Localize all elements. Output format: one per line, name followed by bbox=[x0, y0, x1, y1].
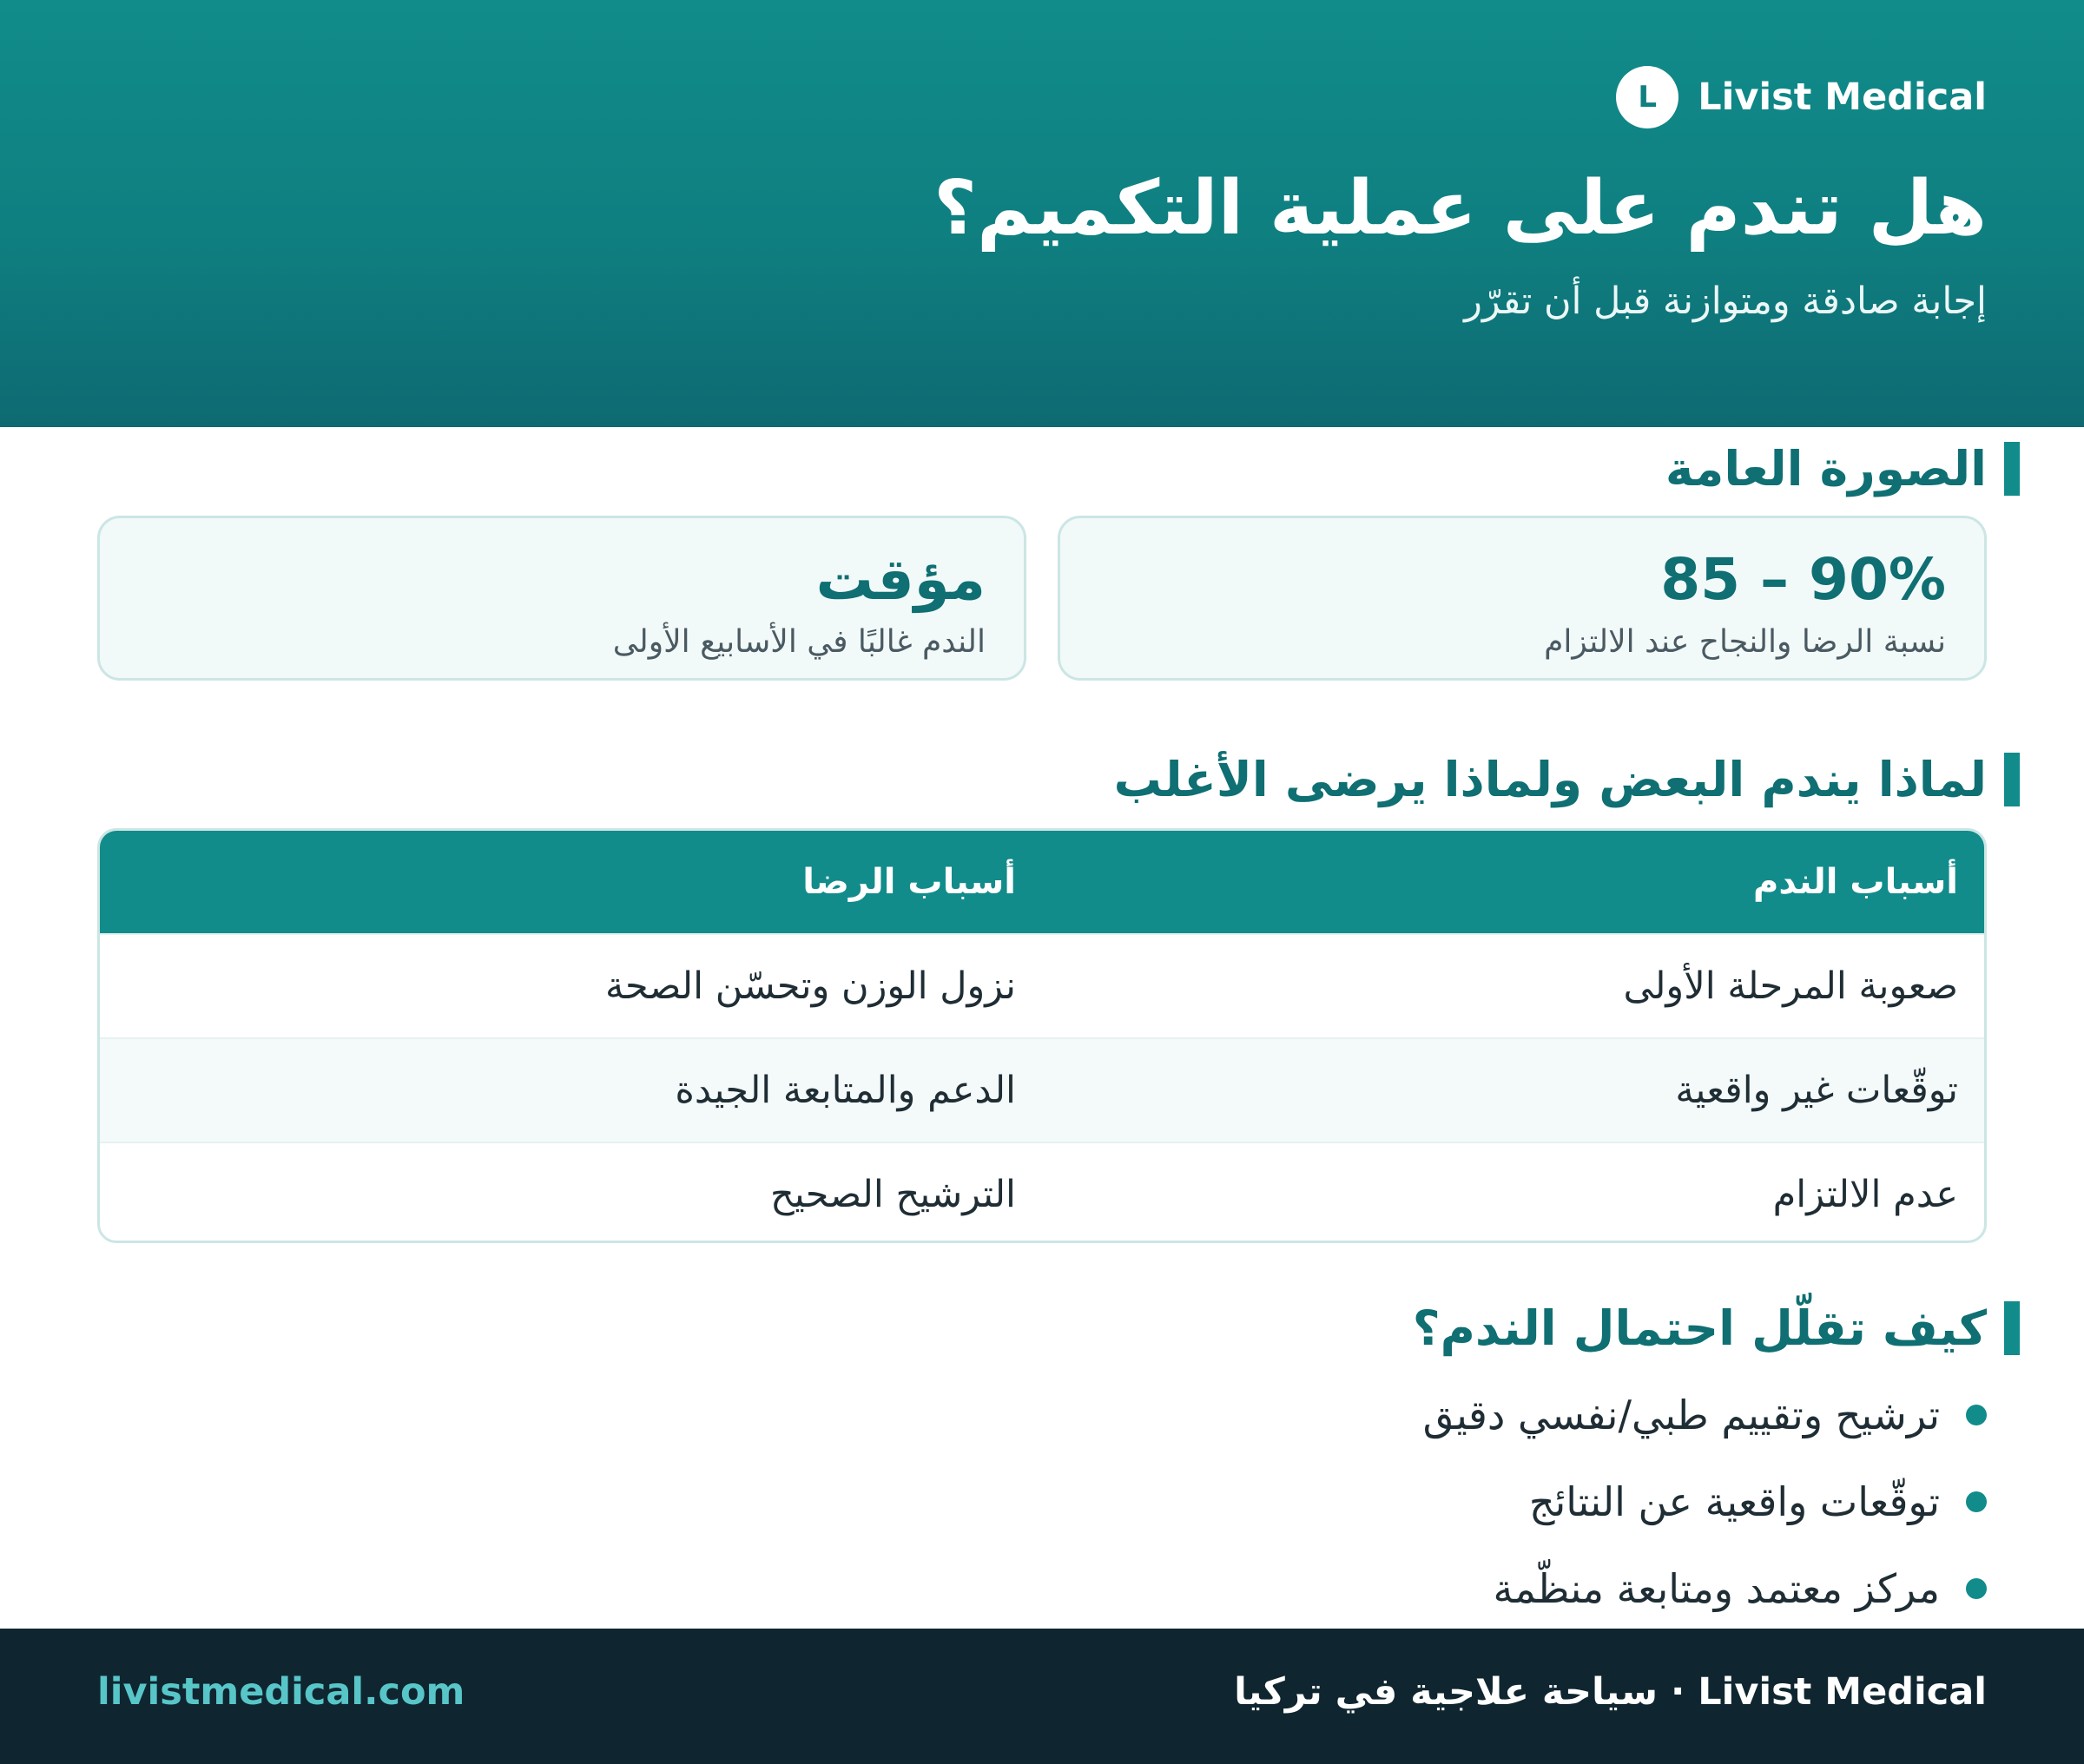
list-item bbox=[1423, 1458, 1987, 1545]
list-item bbox=[1423, 1372, 1987, 1458]
table-row bbox=[100, 1142, 1984, 1243]
table-cell: صعوبة المرحلة الأولى bbox=[1623, 964, 1958, 1008]
tips-list bbox=[1423, 1372, 1987, 1632]
list-item-text: توقّعات واقعية عن النتائج bbox=[1528, 1478, 1940, 1525]
page-header bbox=[0, 0, 2084, 427]
bullet-icon bbox=[1966, 1578, 1987, 1599]
stat-value: مؤقت bbox=[815, 546, 986, 613]
stat-card-satisfaction bbox=[1058, 516, 1987, 681]
bullet-icon bbox=[1966, 1405, 1987, 1425]
table-row bbox=[100, 1037, 1984, 1142]
column-header-regret: أسباب الندم bbox=[1753, 862, 1958, 902]
stat-label: نسبة الرضا والنجاح عند الالتزام bbox=[1544, 624, 1946, 660]
comparison-heading-text: لماذا يندم البعض ولماذا يرضى الأغلب bbox=[1113, 752, 1987, 807]
bullet-icon bbox=[1966, 1491, 1987, 1512]
section-accent-bar bbox=[2004, 1301, 2020, 1355]
stat-value: 85 – 90% bbox=[1660, 546, 1946, 613]
column-header-satisfaction: أسباب الرضا bbox=[802, 862, 1016, 902]
table-row bbox=[100, 933, 1984, 1037]
page-footer bbox=[0, 1629, 2084, 1764]
list-item bbox=[1423, 1545, 1987, 1632]
table-cell: الترشيح الصحيح bbox=[769, 1173, 1016, 1216]
comparison-heading bbox=[1114, 752, 1987, 807]
overview-heading bbox=[1665, 441, 1987, 497]
comparison-table bbox=[97, 828, 1987, 1243]
page-title: هل تندم على عملية التكميم؟ bbox=[933, 165, 1987, 252]
stat-card-temporary bbox=[97, 516, 1026, 681]
brand bbox=[1616, 66, 1987, 128]
table-cell: توقّعات غير واقعية bbox=[1675, 1069, 1958, 1112]
table-cell: نزول الوزن وتحسّن الصحة bbox=[604, 964, 1016, 1008]
table-cell: عدم الالتزام bbox=[1772, 1173, 1958, 1216]
stat-label: الندم غالبًا في الأسابيع الأولى bbox=[612, 624, 986, 660]
overview-heading-text: الصورة العامة bbox=[1665, 441, 1987, 497]
brand-logo-icon: L bbox=[1616, 66, 1678, 128]
section-accent-bar bbox=[2004, 753, 2020, 806]
table-header-row bbox=[100, 831, 1984, 933]
page-subtitle: إجابة صادقة ومتوازنة قبل أن تقرّر bbox=[1464, 280, 1987, 323]
list-item-text: مركز معتمد ومتابعة منظّمة bbox=[1493, 1565, 1940, 1612]
website-link[interactable]: livistmedical.com bbox=[97, 1670, 465, 1714]
tips-heading-text: كيف تقلّل احتمال الندم؟ bbox=[1412, 1300, 1987, 1356]
footer-tagline: Livist Medical · سياحة علاجية في تركيا bbox=[1234, 1670, 1987, 1714]
brand-name: Livist Medical bbox=[1698, 76, 1987, 119]
section-accent-bar bbox=[2004, 442, 2020, 496]
list-item-text: ترشيح وتقييم طبي/نفسي دقيق bbox=[1422, 1392, 1940, 1438]
table-cell: الدعم والمتابعة الجيدة bbox=[675, 1069, 1016, 1112]
tips-heading bbox=[1413, 1300, 1987, 1356]
